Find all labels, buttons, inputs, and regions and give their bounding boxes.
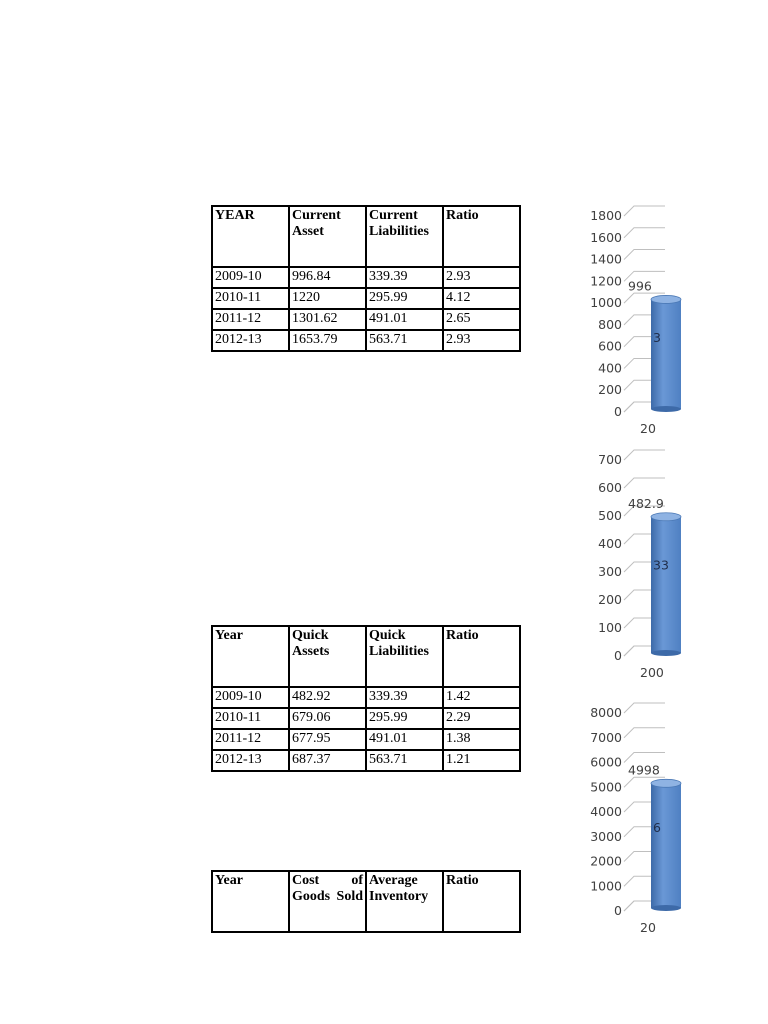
gridline: [624, 728, 665, 738]
chart-bar: [651, 783, 681, 908]
y-tick-label: 400: [598, 360, 622, 376]
quick-ratio-chart: [590, 448, 669, 686]
ratio-cell: 2.29: [443, 708, 520, 729]
data-label: 482.9: [628, 495, 664, 511]
table-row: [212, 708, 520, 729]
y-tick-label: 2000: [590, 853, 622, 869]
value-cell: 563.71: [366, 330, 443, 351]
value-cell: 996.84: [289, 267, 366, 288]
header-cell: Year: [212, 626, 289, 687]
year-cell: 2009-10: [212, 687, 289, 708]
y-tick-label: 7000: [590, 729, 622, 745]
bar-inner-label: 6: [653, 819, 661, 835]
gridline: [624, 753, 665, 763]
y-tick-label: 0: [614, 404, 622, 419]
chart-bar: [651, 517, 681, 653]
year-cell: 2011-12: [212, 309, 289, 330]
y-tick-label: 8000: [590, 705, 622, 720]
value-cell: 339.39: [366, 687, 443, 708]
gridline: [624, 703, 665, 713]
header-cell: Ratio: [443, 626, 520, 687]
ratio-cell: 1.38: [443, 729, 520, 750]
header-cell: Quick Assets: [289, 626, 366, 687]
x-tick-label: 200: [640, 665, 664, 680]
table-row: [212, 729, 520, 750]
header-cell: [289, 871, 366, 932]
year-cell: 2011-12: [212, 729, 289, 750]
y-tick-label: 1400: [590, 251, 622, 267]
header-cell: Quick Liabilities: [366, 626, 443, 687]
value-cell: 1653.79: [289, 330, 366, 351]
y-tick-label: 0: [614, 648, 622, 663]
data-label: 4998: [628, 762, 660, 778]
header-cell: Year: [212, 871, 289, 932]
table-row: [212, 309, 520, 330]
y-tick-label: 6000: [590, 754, 622, 770]
header-cell: Average Inventory: [366, 871, 443, 932]
table-header-row: [212, 871, 520, 932]
chart-bar-cap: [651, 513, 681, 521]
header-cell: Current Liabilities: [366, 206, 443, 267]
table-row: [212, 267, 520, 288]
ratio-cell: 4.12: [443, 288, 520, 309]
ratio-cell: 2.93: [443, 330, 520, 351]
value-cell: 491.01: [366, 309, 443, 330]
chart-svg: [590, 198, 662, 443]
table-header-row: [212, 206, 520, 267]
year-cell: 2012-13: [212, 750, 289, 771]
chart-bar-base: [651, 406, 681, 412]
y-tick-label: 600: [598, 338, 622, 354]
year-cell: 2012-13: [212, 330, 289, 351]
value-cell: 491.01: [366, 729, 443, 750]
ratio-cell: 1.42: [443, 687, 520, 708]
year-cell: 2010-11: [212, 288, 289, 309]
y-tick-label: 300: [598, 564, 622, 579]
chart-svg: [590, 448, 669, 686]
chart-bar-cap: [651, 295, 681, 303]
header-cell: Ratio: [443, 206, 520, 267]
value-cell: 339.39: [366, 267, 443, 288]
gridline: [624, 478, 665, 488]
y-tick-label: 800: [598, 316, 622, 332]
value-cell: 677.95: [289, 729, 366, 750]
inventory-turnover-table: [211, 870, 521, 933]
y-tick-label: 5000: [590, 779, 622, 795]
y-tick-label: 500: [598, 508, 622, 523]
y-tick-label: 600: [598, 480, 622, 495]
y-tick-label: 0: [614, 903, 622, 918]
y-tick-label: 1200: [590, 273, 622, 289]
chart-bar: [651, 299, 681, 409]
y-tick-label: 1000: [590, 295, 622, 311]
ratio-cell: 2.65: [443, 309, 520, 330]
current-ratio-chart: [590, 198, 662, 443]
data-label: 996: [628, 278, 652, 294]
year-cell: 2010-11: [212, 708, 289, 729]
bar-inner-label: 33: [653, 557, 669, 573]
header-cell: YEAR: [212, 206, 289, 267]
table-row: [212, 288, 520, 309]
chart-bar-base: [651, 650, 681, 656]
value-cell: 563.71: [366, 750, 443, 771]
x-tick-label: 20: [640, 421, 656, 436]
value-cell: 687.37: [289, 750, 366, 771]
value-cell: 1301.62: [289, 309, 366, 330]
value-cell: 679.06: [289, 708, 366, 729]
y-tick-label: 1800: [590, 208, 622, 223]
y-tick-label: 1000: [590, 878, 622, 894]
gridline: [624, 250, 665, 260]
cogs-header-text: Cost of Goods Sold: [292, 873, 363, 904]
table-row: [212, 687, 520, 708]
current-ratio-table: [211, 205, 521, 352]
value-cell: 1220: [289, 288, 366, 309]
y-tick-label: 400: [598, 536, 622, 551]
table-row: [212, 330, 520, 351]
gridline: [624, 228, 665, 238]
value-cell: 295.99: [366, 708, 443, 729]
chart-svg: [590, 698, 662, 940]
header-cell: Ratio: [443, 871, 520, 932]
chart-bar-cap: [651, 779, 681, 787]
header-cell: Current Asset: [289, 206, 366, 267]
year-cell: 2009-10: [212, 267, 289, 288]
bar-inner-label: 3: [653, 330, 661, 346]
y-tick-label: 100: [598, 620, 622, 635]
table-row: [212, 750, 520, 771]
ratio-cell: 2.93: [443, 267, 520, 288]
ratio-cell: 1.21: [443, 750, 520, 771]
y-tick-label: 200: [598, 382, 622, 398]
quick-ratio-table: [211, 625, 521, 772]
inventory-turnover-chart: [590, 698, 662, 940]
y-tick-label: 1600: [590, 229, 622, 245]
chart-bar-base: [651, 905, 681, 911]
value-cell: 295.99: [366, 288, 443, 309]
y-tick-label: 700: [598, 452, 622, 467]
gridline: [624, 206, 665, 216]
y-tick-label: 4000: [590, 804, 622, 819]
table-header-row: [212, 626, 520, 687]
value-cell: 482.92: [289, 687, 366, 708]
x-tick-label: 20: [640, 920, 656, 935]
y-tick-label: 3000: [590, 828, 622, 844]
gridline: [624, 450, 665, 460]
y-tick-label: 200: [598, 592, 622, 607]
